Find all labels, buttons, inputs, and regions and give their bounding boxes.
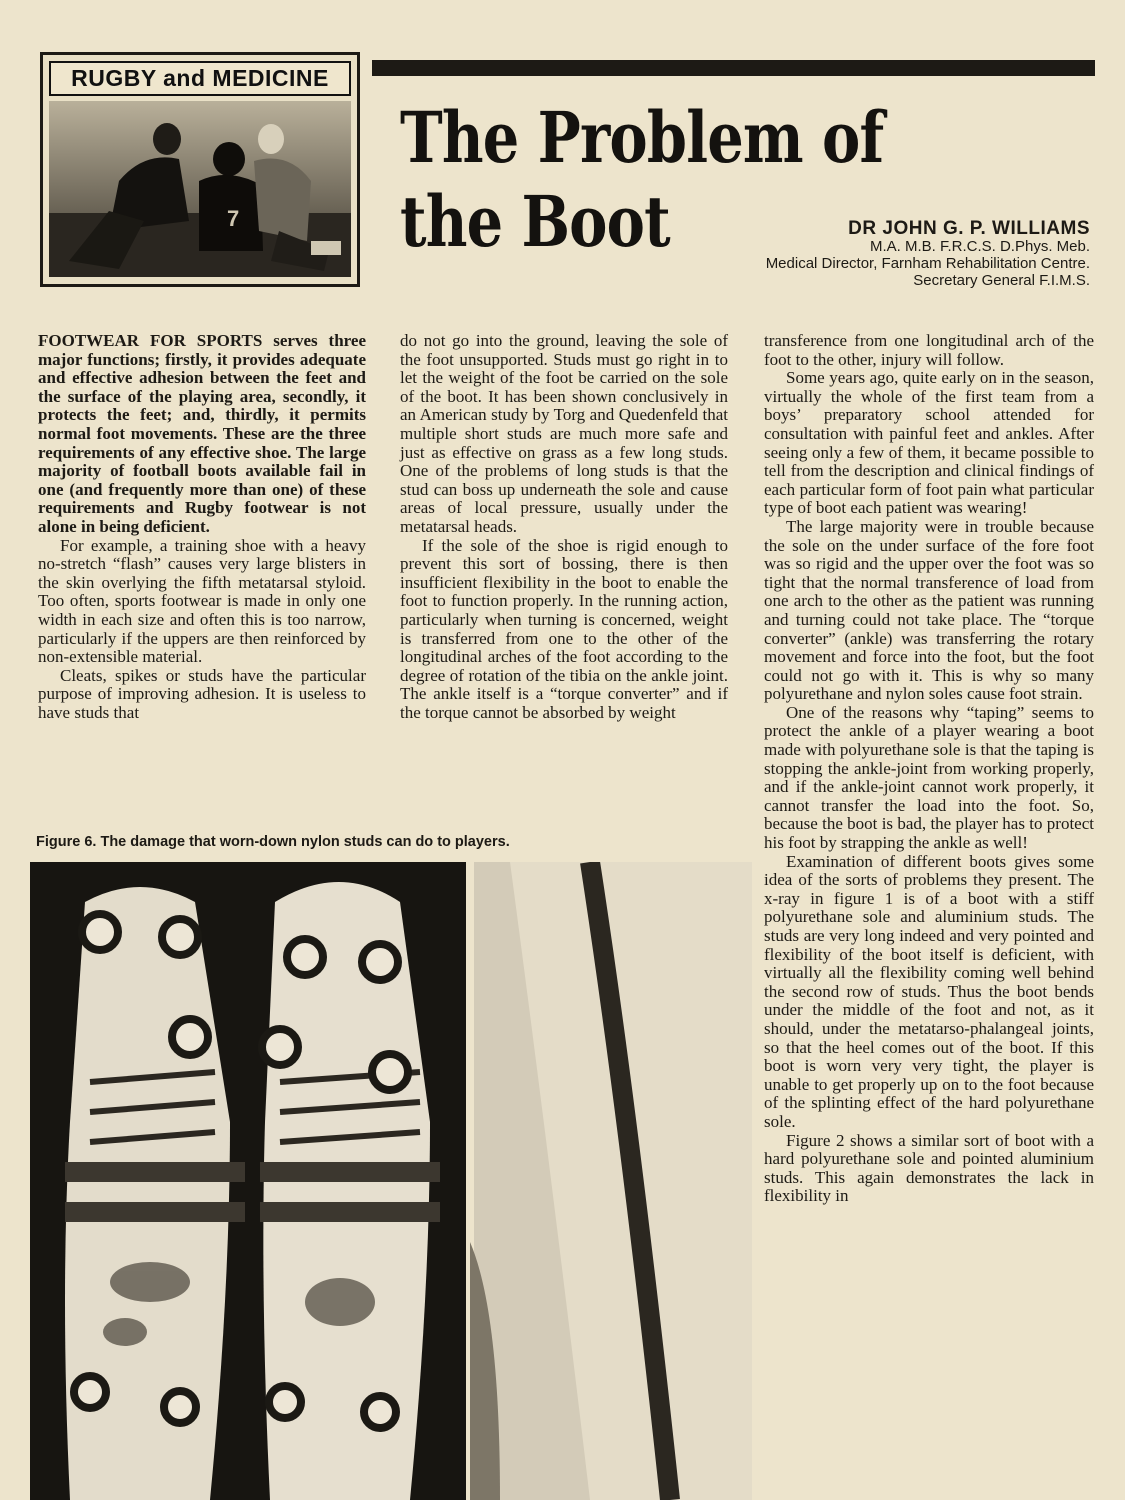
rugby-medicine-photo bbox=[49, 101, 351, 277]
paragraph: Examination of different boots gives some idea of the sorts of problems they present. The x-ray in figure 1 is of a boot with a stiff polyurethane sole and aluminium studs. The studs are very long indeed and very pointed and flexibility of the boot itself is deficient, with virtually all the flexibility coming well behind the second row of studs. Thus the boot bends under the middle of the foot and not, as it should, under the metatarso-phalangeal joints, so that the heel comes out of the boot. If this boot is worn very very tight, the player is unable to get properly up on to the foot because of the splinting effect of the hard polyurethane sole. bbox=[764, 851, 1094, 1131]
section-logo bbox=[40, 52, 360, 287]
author-qualifications: M.A. M.B. F.R.C.S. D.Phys. Meb. bbox=[869, 238, 1090, 255]
paragraph: The large majority were in trouble because the sole on the under surface of the fore foot was so rigid and the upper over the foot was so tight that the normal transference of load from one arch to the other as the patient was running and turning could not take place. The “torque converter” (ankle) was transferring the rotary movement and force into the foot, but the foot could not go with it. This is why so many polyurethane and nylon soles cause foot strain. bbox=[764, 516, 1094, 704]
header-rule bbox=[372, 60, 1095, 76]
section-label: RUGBY and MEDICINE bbox=[49, 61, 351, 96]
author-name: DR JOHN G. P. WILLIAMS bbox=[848, 218, 1090, 239]
author-position: Secretary General F.I.M.S. bbox=[913, 272, 1090, 289]
lead-paragraph: FOOTWEAR FOR SPORTS serves three major functions; firstly, it provides adequate and effective adhesion between the feet and the surface of the playing area, secondly, it protects the feet; and, thirdly, it permits normal foot movements. These are the three requirements of any effective shoe. The large majority of football boots available fail in one (and frequently more than one) of these requirements and Rugby footwear is not alone in being deficient. bbox=[38, 331, 366, 536]
byline bbox=[690, 220, 1090, 289]
figure-caption: Figure 6. The damage that worn-down nylon studs can do to players. bbox=[36, 834, 510, 850]
svg-text:7: 7 bbox=[227, 206, 240, 231]
paragraph: Some years ago, quite early on in the season, virtually the whole of the first team from a boys’ preparatory school attended for consultation with painful feet and ankles. After seeing only a few of them, it became possible to tell from the description and clinical findings of each particular form of foot pain what particular type of boot each patient was wearing! bbox=[764, 368, 1094, 518]
article-title: The Problem of the Boot bbox=[400, 96, 884, 263]
paragraph: Cleats, spikes or studs have the particular purpose of improving adhesion. It is useless to have studs that bbox=[38, 665, 366, 722]
paragraph: do not go into the ground, leaving the sole of the foot unsupported. Studs must go right in to let the weight of the foot be carried on the sole of the boot. It has been shown conclusively in an American study by Torg and Quedenfeld that multiple short studs are much more safe and just as effective on grass as a few long studs. One of the problems of long studs is that the stud can boss up underneath the sole and cause areas of local pressure, usually under the metatarsal heads. bbox=[400, 331, 728, 536]
text-column-1 bbox=[38, 332, 366, 722]
paragraph: Figure 2 shows a similar sort of boot with a hard polyurethane sole and pointed aluminium studs. This again demonstrates the lack in flexibility in bbox=[764, 1130, 1094, 1206]
text-column-2 bbox=[400, 332, 728, 722]
author-role: Medical Director, Farnham Rehabilitation Centre. bbox=[765, 255, 1090, 272]
boot-soles-photo bbox=[30, 862, 752, 1500]
paragraph: For example, a training shoe with a heavy no-stretch “flash” causes very large blisters in the skin overlying the fifth metatarsal styloid. Too often, sports footwear is made in only one width in each size and often this is too narrow, particularly if the uppers are then reinforced by non-extensible material. bbox=[38, 535, 366, 667]
paragraph: transference from one longitudinal arch of the foot to the other, injury will follow. bbox=[764, 331, 1094, 369]
paragraph: If the sole of the shoe is rigid enough to prevent this sort of bossing, there is then insufficient flexibility in the boot to enable the foot to function properly. In the running action, particularly when turning is concerned, weight is transferred from one to the other of the longitudinal arches of the foot according to the degree of rotation of the tibia on the ankle joint. The ankle itself is a “torque converter” and if the torque cannot be absorbed by weight bbox=[400, 535, 728, 722]
paragraph: One of the reasons why “taping” seems to protect the ankle of a player wearing a boot made with polyurethane sole is that the taping is stopping the ankle-joint from working properly, and if the ankle-joint cannot work properly, it cannot transfer the load into the foot. So, because the boot is bad, the player has to protect his foot by strapping the ankle as well! bbox=[764, 702, 1094, 853]
text-column-3 bbox=[764, 332, 1094, 1206]
